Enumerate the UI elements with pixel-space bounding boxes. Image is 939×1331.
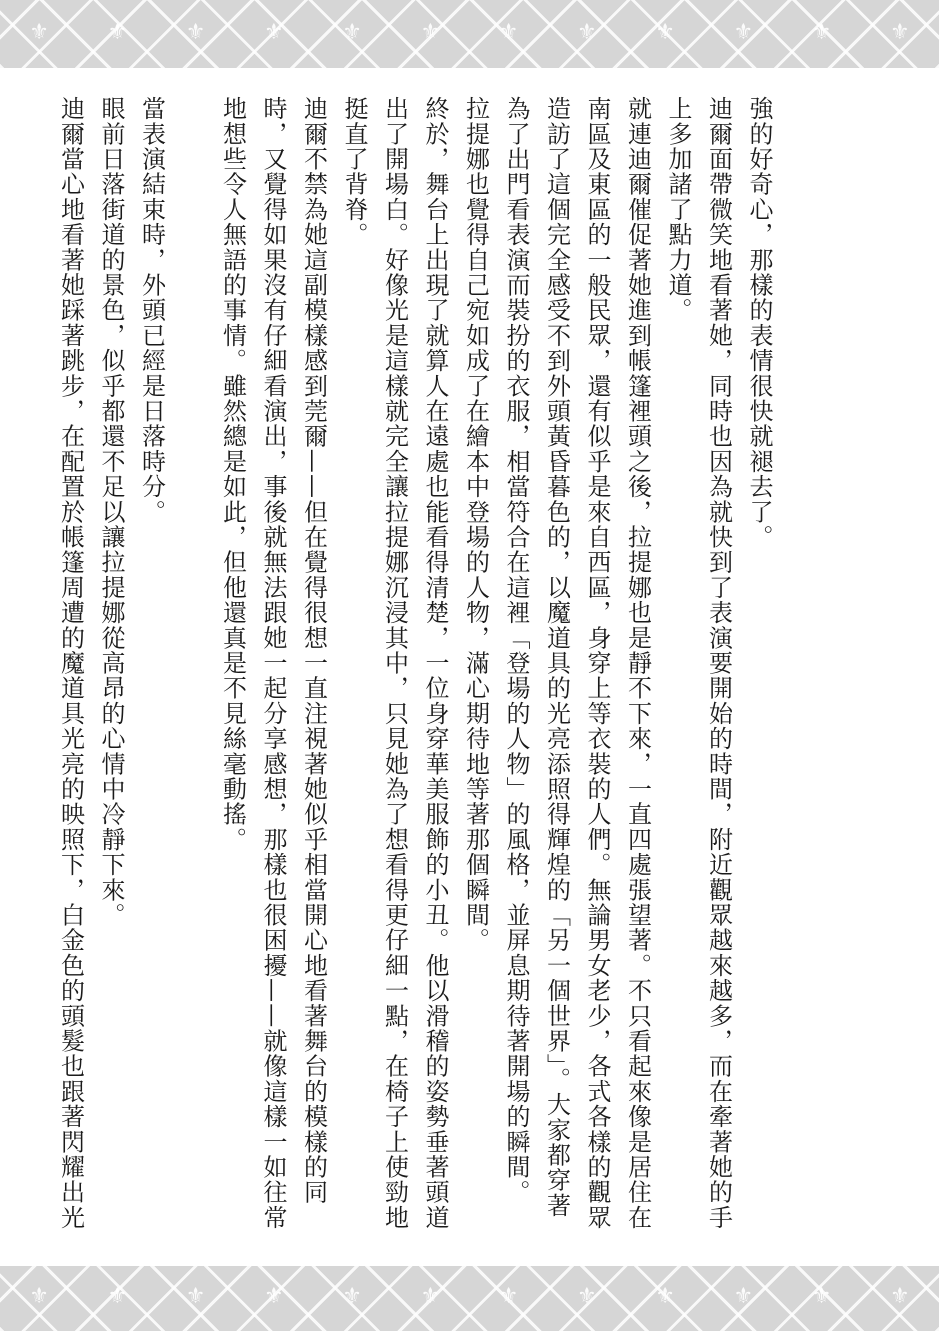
fleur-de-lis-icon: ⚜ (811, 1284, 832, 1309)
fleur-de-lis-icon: ⚜ (655, 20, 675, 45)
fleur-de-lis-icon: ⚜ (498, 20, 519, 45)
fleur-de-lis-icon: ⚜ (107, 20, 128, 45)
fleur-de-lis-icon: ⚜ (264, 20, 284, 45)
paragraph: 終於，舞台上出現了就算人在遠處也能看得清楚，一位身穿華美服飾的小丑。他以滑稽的姿勢垂著頭道出了開場白。好像光是這樣就完全讓拉提娜沉浸其中，只見她為了想看得更仔細一點，在椅子上使勁地挺直了背脊。 (340, 96, 449, 1230)
paragraph: 迪爾不禁為她這副模樣感到莞爾——但在覺得很想一直注視著她似乎相當開心地看著舞台的模樣的同時，又覺得如果沒有仔細看演出，事後就無法跟她一起分享感想，那樣也很困擾——就像這樣一如往常地想些令人無語的事情。雖然總是如此，但他還真是不見絲毫動搖。 (218, 96, 328, 1230)
paragraph: 眼前日落街道的景色，似乎都還不足以讓拉提娜從高昂的心情中冷靜下來。 (97, 96, 125, 928)
fleur-de-lis-icon: ⚜ (107, 1284, 128, 1309)
novel-page-text (50, 96, 779, 1236)
fleur-de-lis-icon: ⚜ (890, 20, 910, 45)
fleur-de-lis-icon: ⚜ (655, 1284, 675, 1309)
fleur-de-lis-icon: ⚜ (185, 20, 206, 45)
paragraph: 迪爾當心地看著她踩著跳步，在配置於帳篷周遭的魔道具光亮的映照下，白金色的頭髮也跟著閃耀出光 (56, 96, 85, 1230)
fleur-de-lis-icon: ⚜ (29, 1284, 49, 1309)
fleur-de-lis-icon: ⚜ (29, 20, 49, 45)
fleur-de-lis-icon: ⚜ (420, 1284, 441, 1309)
fleur-de-lis-icon: ⚜ (185, 1284, 206, 1309)
fleur-de-lis-icon: ⚜ (420, 20, 441, 45)
paragraph: 當表演結束時，外頭已經是日落時分。 (137, 96, 166, 525)
fleur-de-lis-icon: ⚜ (342, 1284, 362, 1309)
fleur-de-lis-icon: ⚜ (733, 1284, 754, 1309)
paragraph: 拉提娜也覺得自己宛如成了在繪本中登場的人物，滿心期待地等著那個瞬間。 (461, 96, 490, 953)
paragraph: 就連迪爾催促著她進到帳篷裡頭之後，拉提娜也是靜不下來，一直四處張望著。不只看起來像是居住在南區及東區的一般民眾，還有似乎是來自西區，身穿上等衣裝的人們。無論男女老少，各式各樣的觀眾造訪了這個完全感受不到外頭黃昏暮色的，以魔道具的光亮添照得輝煌的「另一個世界」。大家都穿著為了出門看表演而裝扮的衣服，相當符合在這裡「登場的人物」的風格，並屏息期待著開場的瞬間。 (502, 96, 652, 1230)
fleur-de-lis-icon: ⚜ (811, 20, 832, 45)
blank-line (172, 96, 213, 1236)
fleur-de-lis-icon: ⚜ (890, 1284, 910, 1309)
top-decorative-band (0, 0, 939, 68)
paragraph: 強的好奇心，那樣的表情很快就褪去了。 (745, 96, 773, 550)
fleur-de-lis-icon: ⚜ (577, 20, 597, 45)
fleur-de-lis-icon: ⚜ (264, 1284, 284, 1309)
paragraph: 迪爾面帶微笑地看著她，同時也因為就快到了表演要開始的時間，附近觀眾越來越多，而在牽著她的手上多加諸了點力道。 (664, 96, 733, 1230)
fleur-de-lis-icon: ⚜ (577, 1284, 597, 1309)
fleur-de-lis-icon: ⚜ (733, 20, 754, 45)
bottom-decorative-band (0, 1266, 939, 1331)
fleur-de-lis-icon: ⚜ (498, 1284, 519, 1309)
fleur-de-lis-icon: ⚜ (342, 20, 362, 45)
